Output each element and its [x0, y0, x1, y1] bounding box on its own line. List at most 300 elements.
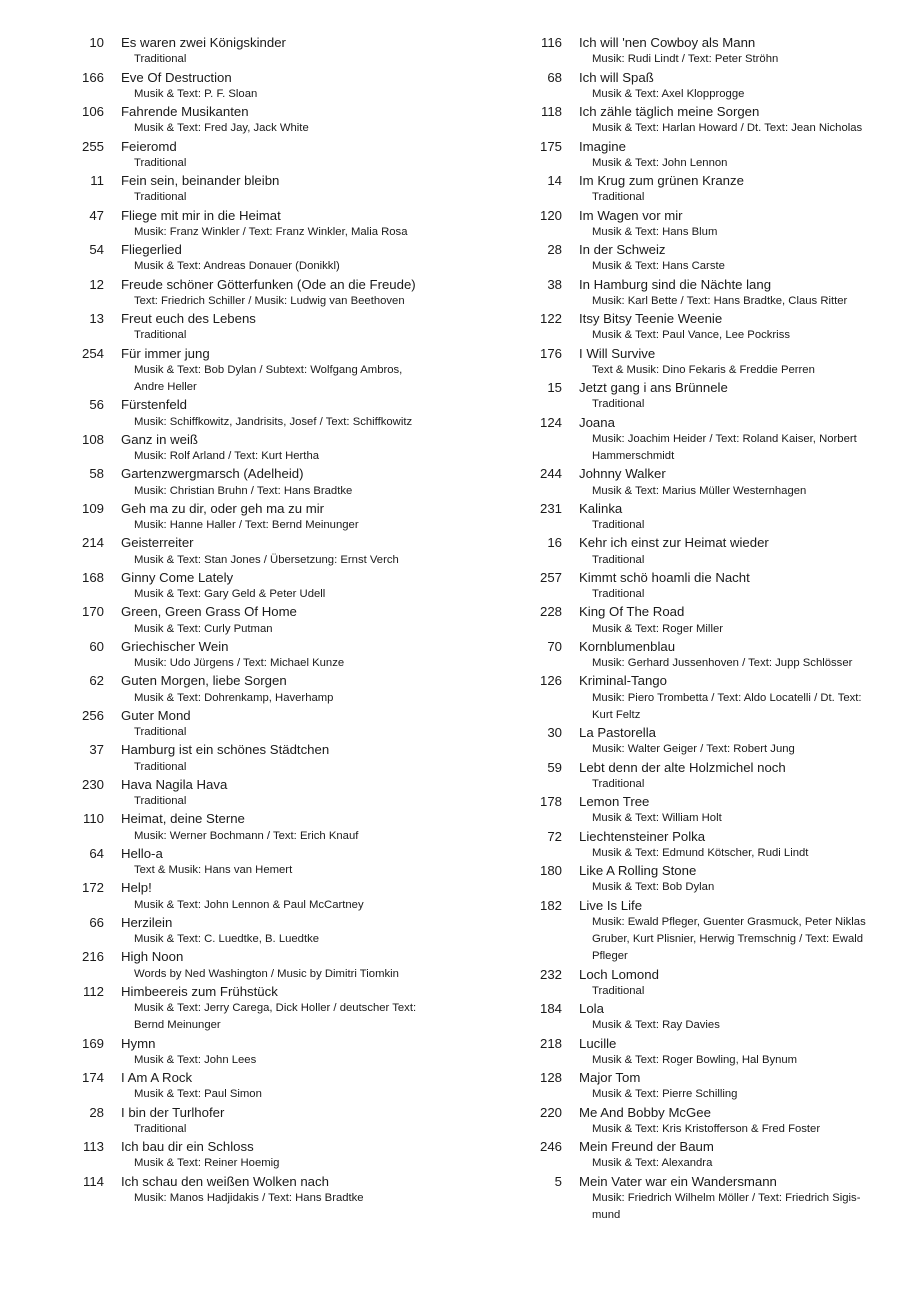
index-entry: [62, 1173, 492, 1208]
index-entry: [520, 465, 920, 500]
entry-page-number: 112: [82, 983, 104, 999]
entry-body: [104, 1069, 492, 1104]
entry-page-number: 47: [89, 207, 104, 223]
entry-credit-line: Musik & Text: Jerry Carega, Dick Holler / deutscher Text:: [134, 1002, 417, 1014]
entry-body: [562, 724, 920, 759]
entry-page-number: 15: [547, 380, 562, 395]
entry-title: Hymn: [121, 1035, 156, 1051]
entry-credit-line: Musik: Schiffkowitz, Jandrisits, Josef / Text: Schiffkowitz: [134, 415, 413, 428]
entry-body: [104, 534, 492, 569]
index-entry: [62, 672, 492, 707]
entry-body: [562, 500, 920, 535]
entry-credit-line: Musik: Piero Trombetta / Text: Aldo Locatelli / Dt. Text:: [592, 691, 862, 704]
entry-credit: [579, 362, 920, 379]
entry-credit-line: Musik: Hanne Haller / Text: Bernd Meinunger: [134, 519, 359, 531]
entry-credit: [121, 586, 492, 603]
entry-page-number: 28: [547, 242, 562, 257]
entry-body: [562, 569, 920, 604]
entry-body: [104, 500, 492, 535]
entry-credit-line: Traditional: [134, 760, 187, 773]
index-entry: [62, 207, 492, 242]
index-entry: [62, 914, 492, 949]
entry-credit: [579, 517, 920, 534]
entry-body: [562, 966, 920, 1001]
entry-page-number: 66: [89, 914, 104, 930]
index-entry: [62, 431, 492, 466]
entry-title: Kalinka: [579, 500, 623, 516]
index-entry: [62, 879, 492, 914]
entry-credit: [121, 897, 492, 914]
entry-credit-line: Musik: Ewald Pfleger, Guenter Grasmuck, Peter Niklas: [592, 915, 866, 928]
entry-title: Hello-a: [121, 845, 163, 861]
entry-page-number: 180: [539, 863, 562, 878]
entry-title: Geisterreiter: [121, 535, 194, 551]
entry-body: [104, 672, 492, 707]
entry-credit-line: Musik: Friedrich Wilhelm Möller / Text: Friedrich Sigis-: [592, 1191, 861, 1204]
entry-title: Kimmt schö hoamli die Nacht: [579, 569, 750, 585]
entry-page-number: 59: [547, 759, 562, 775]
entry-page-number: 126: [539, 673, 562, 689]
entry-credit: [121, 51, 492, 68]
entry-title: Jetzt gang i ans Brünnele: [579, 380, 728, 395]
entry-credit: [579, 224, 920, 241]
entry-page-number: 244: [539, 466, 562, 482]
entry-credit-line: Traditional: [134, 726, 187, 738]
entry-page-number: 13: [89, 311, 104, 326]
entry-page-number: 28: [89, 1104, 104, 1120]
entry-title: Like A Rolling Stone: [579, 863, 697, 878]
entry-title: Eve Of Destruction: [121, 69, 232, 85]
entry-credit-line: Musik: Udo Jürgens / Text: Michael Kunze: [134, 657, 345, 669]
entry-page-number: 14: [547, 173, 562, 188]
entry-title: Es waren zwei Königskinder: [121, 35, 286, 50]
entry-credit-line: Musik & Text: Bob Dylan: [592, 881, 715, 894]
entry-title: Heimat, deine Sterne: [121, 811, 245, 827]
index-entry: [520, 828, 920, 863]
entry-credit-line: mund: [592, 1209, 621, 1221]
index-entry: [520, 759, 920, 794]
entry-credit-line: Traditional: [592, 398, 645, 411]
entry-title: Hamburg ist ein schönes Städtchen: [121, 742, 330, 758]
entry-credit-line: Traditional: [592, 984, 645, 997]
entry-credit-line: Traditional: [134, 53, 187, 66]
entry-body: [562, 1104, 920, 1139]
entry-credit: [121, 448, 492, 465]
entry-body: [104, 707, 492, 742]
entry-credit-line: Andre Heller: [134, 381, 197, 393]
entry-body: [562, 1138, 920, 1173]
entry-page-number: 122: [539, 311, 562, 326]
entry-page-number: 246: [539, 1139, 562, 1154]
entry-page-number: 256: [81, 707, 104, 723]
entry-credit-line: Musik & Text: Paul Simon: [134, 1088, 262, 1101]
entry-credit-line: Traditional: [592, 191, 645, 204]
entry-page-number: 114: [82, 1173, 104, 1189]
entry-page-number: 37: [89, 742, 104, 758]
entry-body: [562, 828, 920, 863]
entry-credit-line: Musik & Text: Hans Blum: [592, 225, 718, 238]
entry-credit-line: Musik & Text: Marius Müller Westernhagen: [592, 484, 807, 497]
entry-credit: [579, 914, 920, 966]
entry-body: [104, 1104, 492, 1139]
index-entry: [520, 603, 920, 638]
entry-body: [562, 793, 920, 828]
entry-title: Help!: [121, 880, 152, 896]
entry-credit-line: Traditional: [134, 156, 187, 169]
entry-credit: [579, 293, 920, 310]
entry-credit-line: Musik & Text: John Lennon & Paul McCartney: [134, 898, 364, 911]
index-entry: [62, 103, 492, 138]
entry-credit-line: Musik & Text: William Holt: [592, 812, 722, 825]
index-entry: [62, 603, 492, 638]
entry-credit-line: Text & Musik: Dino Fekaris & Freddie Perren: [592, 363, 815, 376]
entry-title: Joana: [579, 414, 615, 430]
entry-page-number: 30: [547, 725, 562, 740]
entry-credit: [121, 517, 492, 534]
index-entry: [520, 1173, 920, 1225]
index-entry: [62, 465, 492, 500]
index-entry: [520, 793, 920, 828]
entry-credit: [121, 483, 492, 500]
entry-body: [104, 172, 492, 207]
entry-body: [562, 638, 920, 673]
entry-title: Ganz in weiß: [121, 431, 198, 447]
entry-credit: [579, 1121, 920, 1138]
entry-body: [104, 396, 492, 431]
entry-credit: [121, 793, 492, 810]
entry-credit: [579, 396, 920, 413]
index-entry: [520, 897, 920, 966]
entry-page-number: 116: [540, 35, 562, 50]
entry-title: Herzilein: [121, 914, 173, 930]
entry-credit: [121, 86, 492, 103]
entry-page-number: 68: [547, 69, 562, 85]
entry-body: [562, 1173, 920, 1225]
entry-credit-line: Musik & Text: Axel Klopprogge: [592, 87, 745, 100]
entry-title: Live Is Life: [579, 897, 643, 913]
entry-body: [104, 138, 492, 173]
entry-credit-line: Text: Friedrich Schiller / Musik: Ludwig van Beethoven: [134, 294, 405, 307]
entry-credit: [579, 1190, 920, 1225]
entry-body: [562, 534, 920, 569]
entry-page-number: 110: [82, 811, 104, 827]
entry-title: Ich bau dir ein Schloss: [121, 1139, 254, 1154]
index-entry: [62, 948, 492, 983]
entry-page-number: 108: [81, 431, 104, 447]
entry-body: [104, 34, 492, 69]
entry-body: [104, 776, 492, 811]
index-entry: [520, 1104, 920, 1139]
entry-page-number: 182: [539, 897, 562, 913]
index-entry: [62, 983, 492, 1035]
entry-credit: [579, 621, 920, 638]
index-entry: [520, 69, 920, 104]
entry-credit: [121, 862, 492, 879]
entry-credit: [579, 258, 920, 275]
entry-credit: [579, 810, 920, 827]
index-entry: [520, 241, 920, 276]
entry-body: [104, 810, 492, 845]
entry-body: [104, 603, 492, 638]
entry-page-number: 231: [539, 500, 562, 516]
index-entry: [62, 776, 492, 811]
entry-credit-line: Musik & Text: John Lees: [134, 1053, 257, 1066]
entry-credit: [121, 1121, 492, 1138]
entry-credit-line: Pfleger: [592, 950, 628, 963]
entry-credit: [121, 155, 492, 172]
entry-credit-line: Traditional: [134, 329, 187, 342]
entry-page-number: 214: [81, 535, 104, 551]
entry-credit: [579, 690, 920, 725]
entry-credit: [121, 690, 492, 707]
entry-title: I Am A Rock: [121, 1070, 193, 1085]
entry-page-number: 58: [89, 466, 104, 482]
entry-credit: [579, 1052, 920, 1069]
entry-body: [562, 465, 920, 500]
entry-title: Lucille: [579, 1035, 617, 1051]
entry-credit-line: Musik & Text: Dohrenkamp, Haverhamp: [134, 691, 334, 704]
index-entry: [62, 500, 492, 535]
entry-credit-line: Traditional: [134, 191, 187, 204]
entry-body: [104, 569, 492, 604]
entry-title: I Will Survive: [579, 345, 656, 361]
entry-title: High Noon: [121, 949, 184, 965]
entry-credit-line: Musik & Text: Hans Carste: [592, 260, 725, 273]
entry-title: Freut euch des Lebens: [121, 311, 256, 326]
entry-credit: [121, 414, 492, 431]
index-entry: [520, 172, 920, 207]
entry-credit: [579, 1017, 920, 1034]
entry-title: Lemon Tree: [579, 794, 650, 809]
entry-page-number: 124: [539, 414, 562, 430]
entry-credit-line: Text & Musik: Hans van Hemert: [134, 864, 293, 876]
entry-page-number: 257: [539, 569, 562, 585]
entry-body: [104, 1173, 492, 1208]
entry-body: [104, 983, 492, 1035]
entry-credit-line: Traditional: [592, 519, 645, 531]
entry-title: Imagine: [579, 138, 626, 154]
index-entry: [62, 1138, 492, 1173]
entry-title: Me And Bobby McGee: [579, 1104, 711, 1120]
entry-credit: [121, 931, 492, 948]
index-entry: [520, 103, 920, 138]
entry-page-number: 170: [81, 604, 104, 620]
entry-credit: [579, 51, 920, 68]
entry-credit: [121, 966, 492, 983]
entry-credit-line: Musik & Text: Gary Geld & Peter Udell: [134, 588, 326, 600]
entry-credit-line: Musik & Text: C. Luedtke, B. Luedtke: [134, 933, 320, 945]
index-column-right: [520, 34, 920, 1224]
entry-credit-line: Musik: Karl Bette / Text: Hans Bradtke, Claus Ritter: [592, 294, 848, 307]
entry-credit: [579, 1155, 920, 1172]
entry-body: [104, 310, 492, 345]
index-entry: [520, 724, 920, 759]
entry-title: Green, Green Grass Of Home: [121, 604, 297, 620]
entry-body: [104, 465, 492, 500]
entry-title: Geh ma zu dir, oder geh ma zu mir: [121, 500, 325, 516]
entry-page-number: 64: [89, 845, 104, 861]
entry-credit: [121, 362, 492, 397]
entry-title: Kehr ich einst zur Heimat wieder: [579, 535, 769, 551]
index-entry: [62, 34, 492, 69]
entry-credit: [579, 741, 920, 758]
entry-credit-line: Musik & Text: Kris Kristofferson & Fred Foster: [592, 1122, 821, 1135]
index-entry: [520, 638, 920, 673]
entry-title: Für immer jung: [121, 345, 210, 361]
entry-credit: [121, 1155, 492, 1172]
entry-credit: [121, 655, 492, 672]
entry-body: [104, 638, 492, 673]
entry-credit: [579, 155, 920, 172]
entry-title: Lola: [579, 1001, 604, 1016]
entry-body: [562, 310, 920, 345]
entry-page-number: 166: [81, 69, 104, 85]
entry-title: Im Krug zum grünen Kranze: [579, 173, 744, 188]
entry-credit: [121, 224, 492, 241]
entry-credit-line: Musik & Text: Alexandra: [592, 1157, 713, 1170]
entry-page-number: 72: [547, 828, 562, 844]
index-entry: [62, 69, 492, 104]
entry-page-number: 109: [81, 500, 104, 516]
entry-body: [104, 914, 492, 949]
index-entry: [62, 638, 492, 673]
entry-title: Kornblumenblau: [579, 638, 676, 654]
entry-credit-line: Musik & Text: Roger Bowling, Hal Bynum: [592, 1053, 798, 1066]
entry-title: In Hamburg sind die Nächte lang: [579, 276, 772, 292]
index-entry: [520, 862, 920, 897]
entry-credit-line: Musik & Text: Reiner Hoemig: [134, 1157, 280, 1170]
entry-credit-line: Musik & Text: P. F. Sloan: [134, 87, 258, 100]
index-entry: [62, 810, 492, 845]
entry-page-number: 218: [539, 1035, 562, 1051]
entry-body: [562, 1035, 920, 1070]
entry-body: [104, 207, 492, 242]
entry-page-number: 12: [89, 276, 104, 292]
entry-title: La Pastorella: [579, 725, 656, 740]
entry-credit-line: Musik: Joachim Heider / Text: Roland Kaiser, Norbert: [592, 432, 857, 445]
index-columns: [0, 34, 921, 1224]
entry-page-number: 216: [81, 949, 104, 965]
entry-page-number: 184: [539, 1001, 562, 1016]
entry-body: [104, 741, 492, 776]
entry-page-number: 176: [539, 345, 562, 361]
entry-credit: [579, 1086, 920, 1103]
entry-title: In der Schweiz: [579, 242, 666, 257]
entry-body: [562, 414, 920, 466]
entry-page-number: 56: [89, 397, 104, 413]
index-entry: [520, 1069, 920, 1104]
entry-page-number: 168: [81, 569, 104, 585]
entry-credit: [121, 1086, 492, 1103]
entry-body: [562, 103, 920, 138]
entry-credit-line: Musik & Text: Harlan Howard / Dt. Text: Jean Nicholas: [592, 122, 863, 135]
entry-page-number: 169: [81, 1035, 104, 1051]
entry-title: Ich zähle täglich meine Sorgen: [579, 104, 760, 119]
index-entry: [62, 569, 492, 604]
entry-title: Loch Lomond: [579, 966, 659, 982]
entry-title: Liechtensteiner Polka: [579, 828, 706, 844]
entry-credit-line: Bernd Meinunger: [134, 1019, 221, 1032]
index-entry: [62, 241, 492, 276]
entry-credit: [121, 1000, 492, 1035]
index-entry: [520, 569, 920, 604]
entry-title: Johnny Walker: [579, 466, 666, 482]
entry-credit-line: Words by Ned Washington / Music by Dimitri Tiomkin: [134, 967, 399, 980]
entry-credit: [121, 1052, 492, 1069]
entry-body: [104, 276, 492, 311]
entry-title: Fliege mit mir in die Heimat: [121, 207, 281, 223]
entry-page-number: 38: [547, 276, 562, 292]
entry-credit-line: Musik & Text: Andreas Donauer (Donikkl): [134, 260, 340, 273]
index-entry: [520, 1000, 920, 1035]
index-entry: [520, 1035, 920, 1070]
entry-body: [562, 276, 920, 311]
entry-title: Fliegerlied: [121, 242, 182, 257]
entry-credit-line: Musik & Text: Stan Jones / Übersetzung: Ernst Verch: [134, 553, 399, 566]
entry-credit-line: Musik: Franz Winkler / Text: Franz Winkler, Malia Rosa: [134, 225, 408, 238]
index-entry: [520, 310, 920, 345]
entry-body: [104, 845, 492, 880]
entry-title: Griechischer Wein: [121, 638, 229, 654]
entry-credit: [579, 586, 920, 603]
entry-body: [562, 603, 920, 638]
entry-page-number: 10: [89, 35, 104, 50]
entry-credit-line: Hammerschmidt: [592, 450, 675, 462]
entry-credit-line: Kurt Feltz: [592, 708, 641, 721]
entry-title: Major Tom: [579, 1070, 641, 1085]
entry-body: [104, 69, 492, 104]
entry-credit: [121, 189, 492, 206]
entry-credit-line: Musik & Text: Curly Putman: [134, 622, 273, 635]
entry-credit-line: Musik: Rolf Arland / Text: Kurt Hertha: [134, 450, 320, 462]
index-entry: [520, 345, 920, 380]
entry-body: [104, 345, 492, 397]
entry-page-number: 232: [539, 966, 562, 982]
index-entry: [520, 379, 920, 414]
entry-title: Fein sein, beinander bleibn: [121, 173, 280, 188]
entry-body: [562, 345, 920, 380]
entry-title: Lebt denn der alte Holzmichel noch: [579, 759, 786, 775]
entry-page-number: 11: [90, 173, 104, 188]
entry-credit: [579, 879, 920, 896]
entry-body: [104, 1138, 492, 1173]
entry-page-number: 175: [539, 138, 562, 154]
entry-body: [562, 241, 920, 276]
entry-page-number: 70: [547, 638, 562, 654]
index-entry: [520, 672, 920, 724]
entry-credit: [579, 483, 920, 500]
entry-page-number: 5: [554, 1173, 562, 1189]
entry-credit: [121, 293, 492, 310]
entry-credit-line: Musik & Text: John Lennon: [592, 156, 728, 169]
entry-credit: [579, 431, 920, 466]
entry-body: [104, 1035, 492, 1070]
entry-credit: [579, 189, 920, 206]
entry-credit: [121, 258, 492, 275]
entry-credit-line: Musik: Rudi Lindt / Text: Peter Ströhn: [592, 53, 779, 66]
entry-credit: [579, 845, 920, 862]
entry-page-number: 178: [539, 794, 562, 809]
entry-credit-line: Musik & Text: Paul Vance, Lee Pockriss: [592, 329, 790, 342]
entry-page-number: 106: [81, 104, 104, 119]
entry-body: [562, 34, 920, 69]
entry-credit: [579, 120, 920, 137]
entry-body: [104, 948, 492, 983]
entry-body: [562, 69, 920, 104]
entry-title: Fürstenfeld: [121, 397, 187, 413]
index-entry: [62, 845, 492, 880]
entry-credit: [121, 724, 492, 741]
